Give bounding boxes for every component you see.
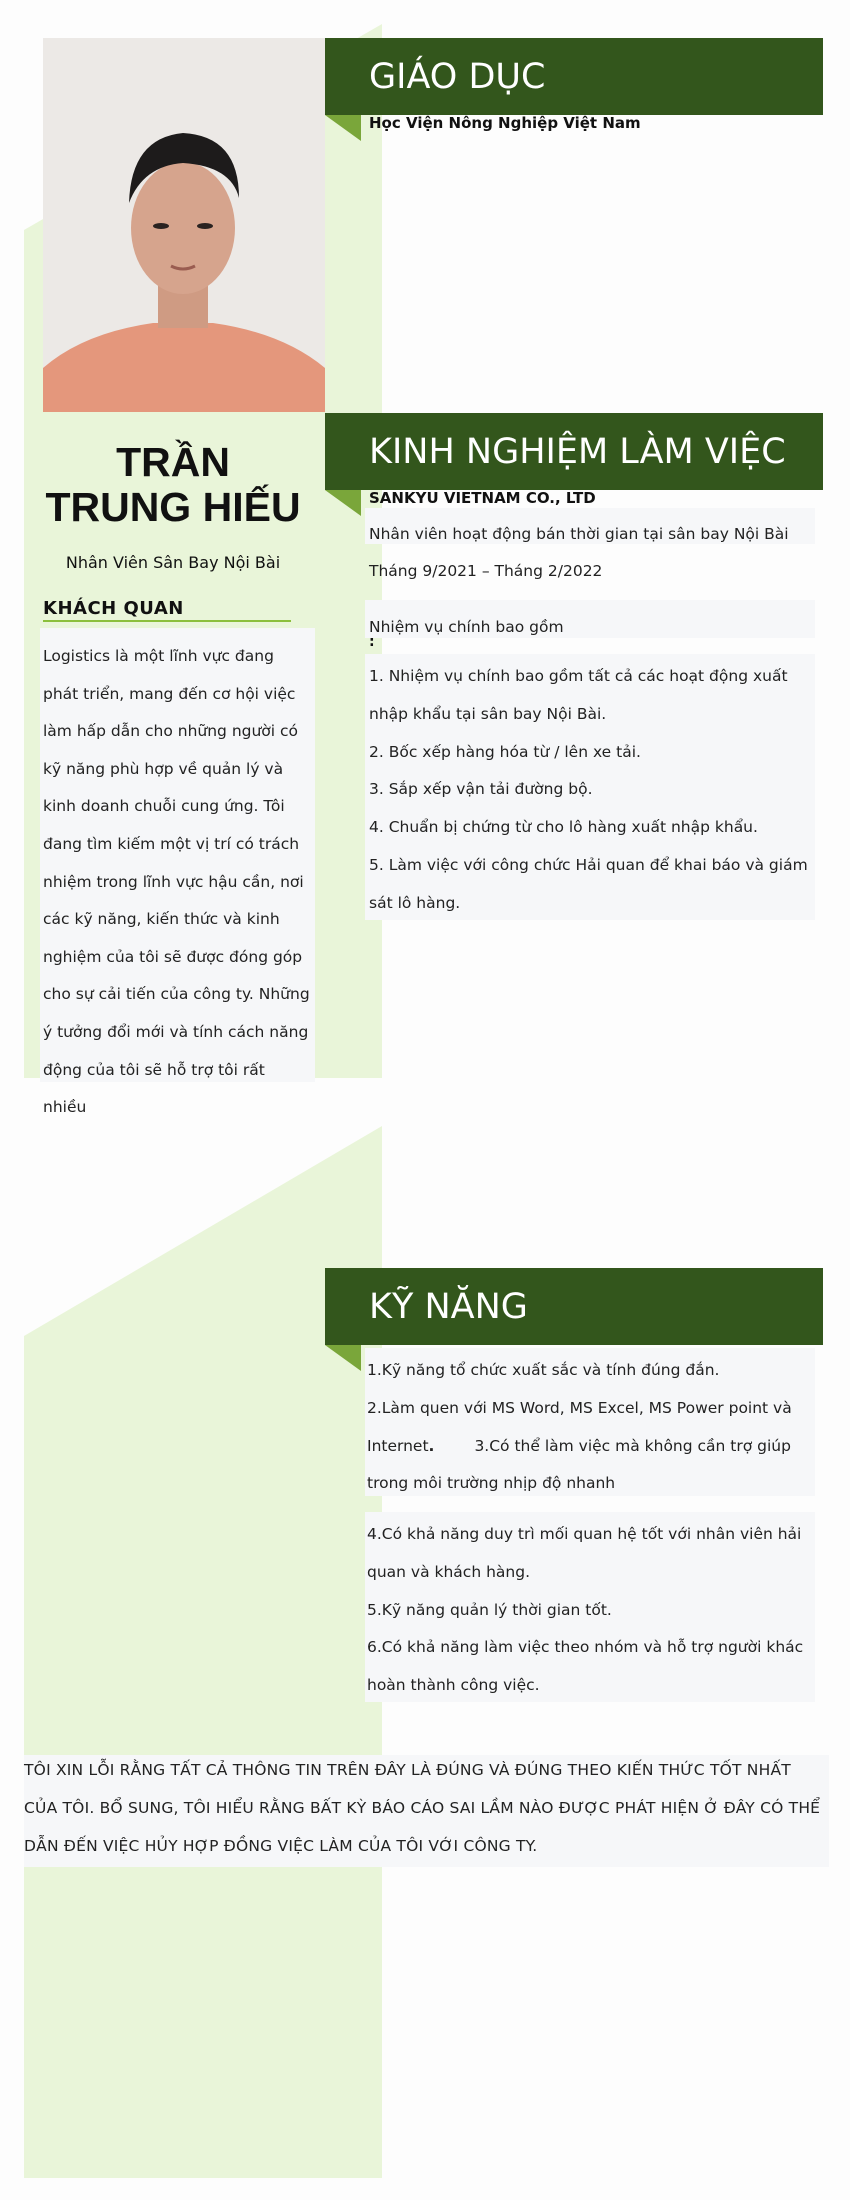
skill-line: 1.Kỹ năng tổ chức xuất sắc và tính đúng đắn.: [367, 1361, 720, 1379]
duty-line: 2. Bốc xếp hàng hóa từ / lên xe tải.: [369, 742, 641, 761]
education-school: Học Viện Nông Nghiệp Việt Nam: [369, 114, 641, 132]
experience-company: SANKYU VIETNAM CO., LTD: [369, 489, 596, 507]
experience-period: Tháng 9/2021 – Tháng 2/2022: [369, 562, 603, 580]
skill-line: 4.Có khả năng duy trì mối quan hệ tốt với nhân viên hải: [367, 1525, 802, 1543]
skill-line-3: 3.Có thể làm việc mà không cần trợ giúp: [474, 1436, 791, 1455]
disclaimer-text: TÔI XIN LỖI RẰNG TẤT CẢ THÔNG TIN TRÊN ĐÂY LÀ ĐÚNG VÀ ĐÚNG THEO KIẾN THỨC TỐT NHẤT CỦA TÔI. BỔ SUNG, TÔI HIỂU RẰNG BẤT KỲ BÁO CÁO SAI LẦM NÀO ĐƯỢC PHÁT HIỆN Ở ĐÂY CÓ THỂ DẪN ĐẾN VIỆC HỦY HỢP ĐỒNG VIỆC LÀM CỦA TÔI VỚI CÔNG TY.: [24, 1761, 821, 1855]
skill-line: hoàn thành công việc.: [367, 1676, 540, 1695]
skills-block-1: [365, 1348, 815, 1496]
skills-band: [325, 1268, 823, 1345]
skill-internet: Internet: [367, 1436, 429, 1455]
education-heading: GIÁO DỤC: [369, 56, 546, 97]
duties-intro: Nhiệm vụ chính bao gồm: [369, 618, 564, 636]
profile-photo: [43, 38, 325, 412]
objective-text: Logistics là một lĩnh vực đang phát triển, mang đến cơ hội việc làm hấp dẫn cho những người có kỹ năng phù hợp về quản lý và kinh doanh chuỗi cung ứng. Tôi đang tìm kiếm một vị trí có trách nhiệm trong lĩnh vực hậu cần, nơi các kỹ năng, kiến thức và kinh nghiệm của tôi sẽ được đóng góp cho sự cải tiến của công ty. Những ý tưởng đổi mới và tính cách năng động của tôi sẽ hỗ trợ tôi rất nhiều: [43, 647, 310, 1117]
skill-line: trong môi trường nhịp độ nhanh: [367, 1474, 616, 1493]
education-fold: [325, 115, 361, 141]
name-line-2: TRUNG HIẾU: [45, 484, 301, 530]
duty-line: nhập khẩu tại sân bay Nội Bài.: [369, 704, 607, 723]
skills-fold: [325, 1345, 361, 1371]
skill-line: quan và khách hàng.: [367, 1562, 530, 1581]
objective-box: [40, 628, 315, 1117]
job-title: Nhân Viên Sân Bay Nội Bài: [65, 553, 281, 572]
duty-line: sát lô hàng.: [369, 893, 461, 912]
duty-line: 5. Làm việc với công chức Hải quan để khai báo và giám: [369, 855, 808, 874]
skill-line: 2.Làm quen với MS Word, MS Excel, MS Power point và: [367, 1398, 792, 1417]
candidate-name: [43, 440, 303, 530]
skill-line: 5.Kỹ năng quản lý thời gian tốt.: [367, 1600, 612, 1619]
duties-list: [365, 654, 815, 920]
skill-bullet: .: [428, 1436, 435, 1455]
objective-heading: KHÁCH QUAN: [43, 598, 184, 619]
duty-line: 3. Sắp xếp vận tải đường bộ.: [369, 780, 593, 799]
name-line-1: TRẦN: [116, 439, 230, 485]
duty-line: 4. Chuẩn bị chứng từ cho lô hàng xuất nhập khẩu.: [369, 818, 758, 837]
skills-heading: KỸ NĂNG: [369, 1286, 528, 1327]
duties-colon: :: [369, 634, 375, 650]
experience-fold: [325, 490, 361, 516]
duty-line: 1. Nhiệm vụ chính bao gồm tất cả các hoạt động xuất: [369, 667, 788, 685]
skill-line: 6.Có khả năng làm việc theo nhóm và hỗ trợ người khác: [367, 1638, 804, 1657]
skill-line: [367, 1428, 815, 1466]
experience-role: Nhân viên hoạt động bán thời gian tại sân bay Nội Bài: [369, 525, 789, 543]
skills-block-2: [365, 1512, 815, 1702]
experience-heading: KINH NGHIỆM LÀM VIỆC: [369, 431, 786, 472]
experience-band: [325, 413, 823, 490]
education-band: [325, 38, 823, 115]
objective-divider: [43, 620, 291, 622]
